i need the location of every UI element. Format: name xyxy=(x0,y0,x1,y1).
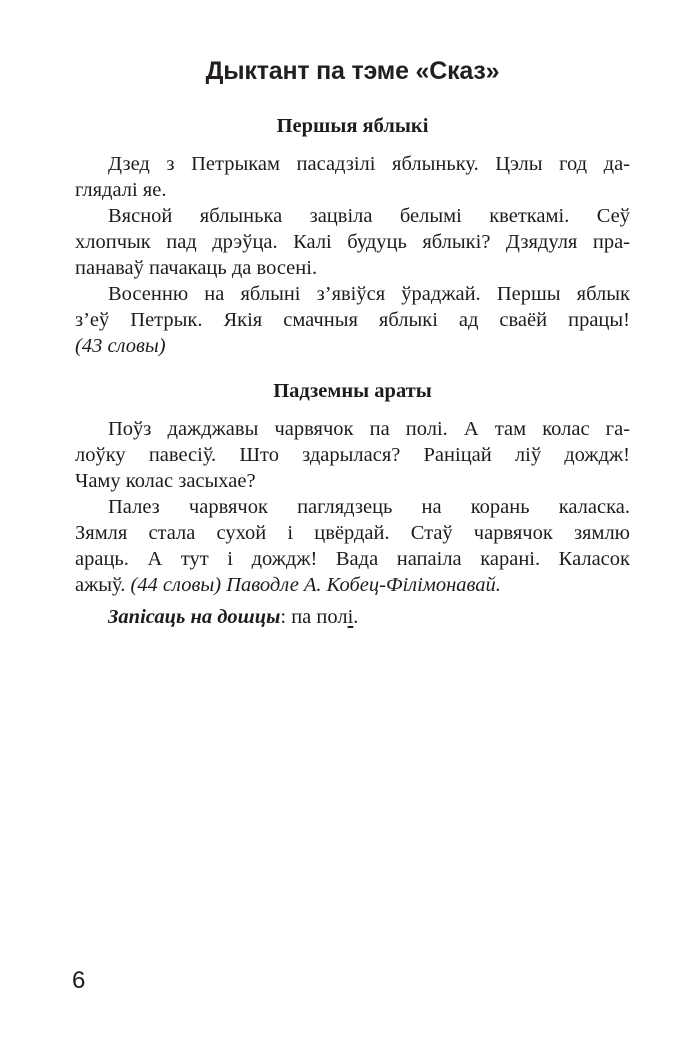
text-line xyxy=(75,604,630,630)
paragraph xyxy=(75,494,630,598)
text-segment: хлопчык пад дрэўца. Калі будуць яблыкі? Дзядуля пра- xyxy=(75,231,630,253)
text-segment: ажыў. xyxy=(75,574,131,596)
text-segment: лоўку павесіў. Што здарылася? Раніцай ліў дождж! xyxy=(75,444,630,466)
text-line xyxy=(75,333,630,359)
text-segment: Дзед з Петрыкам пасадзілі яблыньку. Цэлы год да- xyxy=(108,153,630,175)
text-segment: глядалі яе. xyxy=(75,179,167,201)
text-line xyxy=(75,229,630,255)
bold-italic-text-segment: Запісаць на дошцы xyxy=(108,606,281,628)
page-title: Дыктант па тэме «Сказ» xyxy=(205,57,500,85)
text-line xyxy=(75,546,630,572)
italic-text-segment: (44 словы) Паводле А. Кобец-Філімонавай. xyxy=(130,574,501,596)
italic-text-segment: (43 словы) xyxy=(75,335,166,357)
text-line xyxy=(75,468,630,494)
text-segment: : па пол xyxy=(280,606,348,628)
section-heading: Першыя яблыкі xyxy=(276,115,429,137)
text-segment: Чаму колас засыхае? xyxy=(75,470,256,492)
text-segment: . xyxy=(353,606,359,628)
text-line xyxy=(75,307,630,333)
page-number: 6 xyxy=(72,967,86,994)
text-segment: араць. А тут і дождж! Вада напаіла карані. Каласок xyxy=(75,548,630,570)
document-body xyxy=(75,113,630,630)
paragraph xyxy=(75,281,630,359)
text-line xyxy=(75,281,630,307)
text-line xyxy=(75,416,630,442)
text-segment: з’еў Петрык. Якія смачныя яблыкі ад сваёй працы! xyxy=(75,309,630,331)
paragraph xyxy=(75,151,630,203)
text-line xyxy=(75,442,630,468)
text-line xyxy=(75,255,630,281)
page xyxy=(0,57,700,1057)
text-segment: Вясной яблынька зацвіла белымі кветкамі. Сеў xyxy=(108,205,630,227)
text-segment: Восенню на яблыні з’явіўся ўраджай. Першы яблык xyxy=(108,283,630,305)
underlined-letter: і xyxy=(347,606,354,628)
text-line xyxy=(75,520,630,546)
text-segment: Палез чарвячок паглядзець на корань каласка. xyxy=(108,496,630,518)
paragraph xyxy=(75,416,630,494)
text-segment: Зямля стала сухой і цвёрдай. Стаў чарвячок зямлю xyxy=(75,522,630,544)
text-line xyxy=(75,494,630,520)
section-heading: Падземны араты xyxy=(273,380,432,402)
text-segment: панаваў пачакаць да восені. xyxy=(75,257,318,279)
text-line xyxy=(75,203,630,229)
paragraph xyxy=(75,604,630,630)
text-line xyxy=(75,151,630,177)
text-line xyxy=(75,177,630,203)
paragraph xyxy=(75,203,630,281)
text-line xyxy=(75,572,630,598)
text-segment: Поўз дажджавы чарвячок па полі. А там колас га- xyxy=(108,418,630,440)
